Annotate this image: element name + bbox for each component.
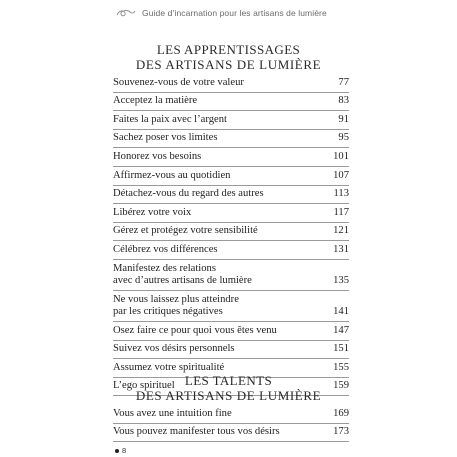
- toc-entry-title: [113, 95, 323, 107]
- toc-entry[interactable]: [113, 186, 349, 205]
- toc-entry-title-line1: Gérez et protégez votre sensibilité: [113, 225, 258, 237]
- toc-entry-title-line1: Manifestez des relations: [113, 262, 216, 274]
- toc-entry-title: [113, 244, 323, 256]
- toc-entry[interactable]: [113, 130, 349, 149]
- toc-entry-title: [113, 207, 323, 219]
- toc-entry-title-line1: Célébrez vos différences: [113, 243, 218, 255]
- toc-entry-title-line1: Suivez vos désirs personnels: [113, 343, 235, 355]
- section-title-apprentissages: [0, 42, 457, 72]
- toc-entry-title: [113, 294, 323, 318]
- toc-entry[interactable]: [113, 291, 349, 322]
- toc-entry-page: 83: [338, 95, 349, 107]
- toc-entry-title: [113, 77, 323, 89]
- toc-entry-title-line1: Libérez votre voix: [113, 206, 192, 218]
- running-head-text: Guide d’incarnation pour les artisans de lumière: [142, 8, 327, 18]
- toc-entry[interactable]: [113, 260, 349, 291]
- toc-entry[interactable]: [113, 241, 349, 260]
- toc-entry[interactable]: [113, 74, 349, 93]
- toc-entry-title: [113, 263, 323, 287]
- toc-entry-title-line1: Acceptez la matière: [113, 95, 198, 107]
- toc-entry-title: [113, 151, 323, 163]
- toc-entry-title-line1: L’ego spirituel: [113, 380, 175, 392]
- toc-entry-title: [113, 362, 323, 374]
- section-title-line2: DES ARTISANS DE LUMIÈRE: [135, 57, 322, 72]
- toc-entry-page: 107: [333, 169, 349, 181]
- toc-entry[interactable]: [113, 405, 349, 424]
- toc-entry-title: [113, 114, 323, 126]
- running-header: [116, 8, 327, 18]
- page-number: 8: [122, 446, 127, 455]
- toc-entry-page: 159: [333, 380, 349, 392]
- toc-entry-title-line2: avec d’autres artisans de lumière: [113, 274, 252, 286]
- section-title-talents: [0, 373, 457, 403]
- toc-entry[interactable]: [113, 223, 349, 242]
- toc-entry-title-line1: Détachez-vous du regard des autres: [113, 188, 264, 200]
- toc-entry-page: 91: [338, 113, 349, 125]
- section-title-line1: LES APPRENTISSAGES: [156, 42, 301, 57]
- toc-list-talents: [113, 405, 349, 442]
- toc-entry-title-line1: Souvenez-vous de votre valeur: [113, 76, 244, 88]
- toc-entry-title-line1: Honorez vos besoins: [113, 150, 202, 162]
- toc-entry-page: 131: [333, 243, 349, 255]
- toc-entry[interactable]: [113, 424, 349, 443]
- toc-entry-page: 135: [333, 274, 349, 286]
- toc-entry-title-line1: Vous pouvez manifester tous vos désirs: [113, 426, 280, 438]
- section-title-line1: LES TALENTS: [184, 373, 273, 388]
- toc-entry-page: 113: [333, 188, 349, 200]
- toc-entry-page: 151: [333, 343, 349, 355]
- toc-entry-page: 117: [333, 206, 349, 218]
- toc-entry[interactable]: [113, 148, 349, 167]
- toc-entry-title: [113, 188, 323, 200]
- toc-entry-title: [113, 170, 323, 182]
- toc-entry-page: 141: [333, 305, 349, 317]
- toc-entry-page: 77: [338, 76, 349, 88]
- toc-entry-title-line1: Assumez votre spiritualité: [113, 361, 225, 373]
- toc-entry-title: [113, 343, 323, 355]
- toc-entry-title: [113, 408, 323, 420]
- swirl-ornament-icon: [116, 8, 136, 18]
- toc-entry-title: [113, 225, 323, 237]
- section-title-line2: DES ARTISANS DE LUMIÈRE: [135, 388, 322, 403]
- toc-entry-title: [113, 325, 323, 337]
- toc-entry-page: 173: [333, 426, 349, 438]
- toc-entry-page: 169: [333, 407, 349, 419]
- toc-entry-title-line1: Affirmez-vous au quotidien: [113, 169, 231, 181]
- toc-entry-title: [113, 132, 323, 144]
- toc-entry-page: 121: [333, 225, 349, 237]
- toc-entry-title-line1: Sachez poser vos limites: [113, 132, 218, 144]
- toc-entry[interactable]: [113, 322, 349, 341]
- bullet-icon: [115, 449, 119, 453]
- toc-entry-title-line1: Faites la paix avec l’argent: [113, 113, 227, 125]
- toc-entry[interactable]: [113, 111, 349, 130]
- toc-entry[interactable]: [113, 93, 349, 112]
- toc-entry[interactable]: [113, 167, 349, 186]
- toc-list-apprentissages: [113, 74, 349, 396]
- toc-entry-title-line1: Vous avez une intuition fine: [113, 407, 232, 419]
- toc-entry-page: 95: [338, 132, 349, 144]
- page-footer: [115, 446, 126, 455]
- toc-entry-page: 155: [333, 361, 349, 373]
- toc-entry-title-line1: Ne vous laissez plus atteindre: [113, 293, 239, 305]
- toc-entry[interactable]: [113, 341, 349, 360]
- toc-entry-title: [113, 426, 323, 438]
- toc-entry-page: 147: [333, 324, 349, 336]
- toc-entry-title-line2: par les critiques négatives: [113, 305, 223, 317]
- toc-entry-page: 101: [333, 150, 349, 162]
- toc-entry[interactable]: [113, 204, 349, 223]
- toc-entry-title-line1: Osez faire ce pour quoi vous êtes venu: [113, 324, 277, 336]
